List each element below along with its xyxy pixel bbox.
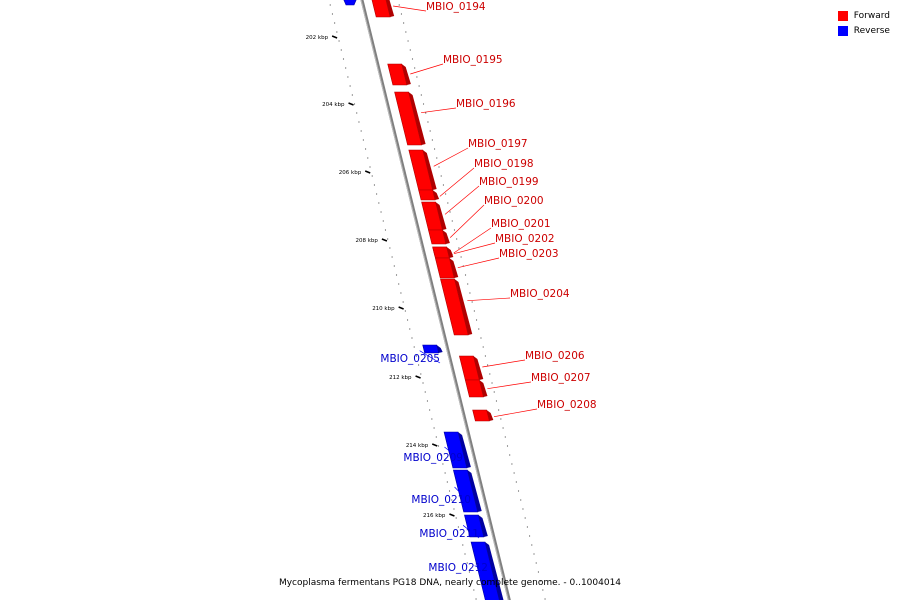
tick-dot-right	[438, 166, 439, 167]
tick-dot-left	[338, 40, 339, 41]
legend	[838, 8, 890, 38]
gene-label-mbio_0211: MBIO_0211	[419, 528, 479, 540]
gene-leader-line	[421, 108, 456, 113]
tick-dot-left	[341, 49, 342, 50]
gene-leader-line	[434, 148, 468, 166]
tick-dot-left	[363, 139, 364, 140]
gene-feature-mbio_0208	[473, 410, 490, 421]
scale-tick-label: 204 kbp	[322, 102, 345, 108]
tick-dot-left	[449, 490, 450, 491]
tick-dot-right	[449, 211, 450, 212]
tick-dot-right	[469, 292, 470, 293]
gene-label-mbio_0208: MBIO_0208	[537, 399, 597, 411]
tick-dot-left	[378, 202, 379, 203]
tick-dot-right	[476, 319, 477, 320]
tick-dot-right	[434, 148, 435, 149]
tick-dot-left	[456, 517, 457, 518]
gene-label-mbio_0194: MBIO_0194	[426, 1, 486, 13]
tick-dot-right	[502, 427, 503, 428]
tick-dot-left	[431, 418, 432, 419]
gene-label-mbio_0203: MBIO_0203	[499, 248, 559, 260]
scale-tick	[399, 307, 404, 309]
tick-dot-left	[385, 229, 386, 230]
tick-dot-right	[507, 445, 508, 446]
gene-label-mbio_0198: MBIO_0198	[474, 158, 534, 170]
gene-label-mbio_0202: MBIO_0202	[495, 233, 555, 245]
scale-tick	[332, 36, 337, 38]
tick-dot-right	[485, 355, 486, 356]
tick-dot-right	[496, 400, 497, 401]
tick-dot-right	[538, 571, 539, 572]
tick-dot-right	[474, 310, 475, 311]
tick-dot-left	[356, 112, 357, 113]
gene-label-mbio_0196: MBIO_0196	[456, 98, 516, 110]
tick-dot-left	[445, 472, 446, 473]
tick-dot-right	[531, 544, 532, 545]
legend-swatch-forward	[838, 11, 848, 21]
tick-dot-left	[347, 76, 348, 77]
gene-leader-line	[482, 360, 525, 367]
tick-dot-right	[460, 256, 461, 257]
scale-tick-label: 212 kbp	[389, 375, 412, 381]
scale-tick-label: 208 kbp	[355, 238, 378, 244]
tick-dot-right	[518, 490, 519, 491]
gene-leader-line	[393, 6, 426, 11]
tick-dot-right	[544, 598, 545, 599]
tick-dot-left	[464, 553, 465, 554]
tick-dot-right	[445, 193, 446, 194]
gene-label-mbio_0195: MBIO_0195	[443, 54, 503, 66]
tick-dot-left	[391, 256, 392, 257]
tick-dot-right	[436, 157, 437, 158]
tick-dot-left	[387, 238, 388, 239]
tick-dot-right	[522, 508, 523, 509]
tick-dot-right	[525, 517, 526, 518]
tick-dot-right	[533, 553, 534, 554]
gene-leader-line	[458, 258, 499, 268]
tick-dot-left	[475, 598, 476, 599]
tick-dot-right	[432, 139, 433, 140]
scale-tick-label: 206 kbp	[338, 170, 362, 176]
scale-tick	[449, 514, 454, 516]
tick-dot-right	[487, 364, 488, 365]
scale-tick	[432, 444, 437, 446]
tick-dot-left	[398, 283, 399, 284]
gene-label-mbio_0199: MBIO_0199	[479, 176, 539, 188]
gene-leader-line	[445, 186, 479, 214]
tick-dot-left	[332, 13, 333, 14]
tick-dot-right	[527, 526, 528, 527]
tick-dot-left	[407, 319, 408, 320]
gene-label-mbio_0204: MBIO_0204	[510, 288, 570, 300]
tick-dot-right	[516, 481, 517, 482]
tick-dot-left	[376, 193, 377, 194]
tick-dot-left	[374, 184, 375, 185]
gene-leader-line	[450, 205, 484, 238]
tick-dot-right	[441, 175, 442, 176]
tick-dot-right	[403, 22, 404, 23]
gene-label-mbio_0210: MBIO_0210	[411, 494, 471, 506]
tick-dot-right	[412, 58, 413, 59]
tick-dot-right	[423, 103, 424, 104]
genome-caption: Mycoplasma fermentans PG18 DNA, nearly complete genome. - 0..1004014	[278, 578, 622, 588]
gene-leader-line	[440, 168, 474, 196]
tick-dot-right	[447, 202, 448, 203]
tick-dot-left	[380, 211, 381, 212]
tick-dot-right	[529, 535, 530, 536]
tick-dot-right	[480, 337, 481, 338]
tick-dot-right	[456, 238, 457, 239]
tick-dot-right	[498, 409, 499, 410]
tick-dot-right	[472, 301, 473, 302]
tick-dot-left	[396, 274, 397, 275]
tick-dot-left	[436, 436, 437, 437]
tick-dot-left	[345, 67, 346, 68]
tick-dot-left	[336, 31, 337, 32]
tick-dot-right	[505, 436, 506, 437]
tick-dot-left	[420, 373, 421, 374]
legend-item-reverse	[838, 23, 890, 38]
tick-dot-left	[330, 4, 331, 5]
tick-dot-left	[354, 103, 355, 104]
tick-dot-right	[416, 76, 417, 77]
gene-feature-mbio_0198	[419, 190, 435, 200]
tick-dot-left	[429, 409, 430, 410]
tick-dot-left	[422, 382, 423, 383]
gene-leader-line	[467, 298, 510, 301]
gene-feature-mbio_0202	[433, 247, 450, 258]
gene-feature-mbio_0205	[423, 345, 439, 353]
gene-leader-line	[410, 64, 443, 74]
legend-item-forward	[838, 8, 890, 23]
tick-dot-left	[383, 220, 384, 221]
legend-label-forward: Forward	[853, 10, 890, 21]
scale-tick	[349, 103, 354, 105]
scale-tick-label: 216 kbp	[423, 513, 446, 519]
tick-dot-right	[427, 121, 428, 122]
tick-dot-left	[358, 121, 359, 122]
scale-tick	[416, 376, 421, 378]
tick-dot-right	[500, 418, 501, 419]
scale-tick-label: 214 kbp	[405, 443, 429, 449]
tick-dot-right	[536, 562, 537, 563]
gene-leader-line	[487, 382, 531, 389]
gene-label-mbio_0207: MBIO_0207	[531, 372, 591, 384]
gene-leader-line	[494, 409, 537, 417]
tick-dot-right	[511, 463, 512, 464]
tick-dot-right	[452, 220, 453, 221]
tick-dot-left	[350, 85, 351, 86]
tick-dot-right	[405, 31, 406, 32]
tick-dot-right	[467, 283, 468, 284]
tick-dot-left	[414, 346, 415, 347]
tick-dot-right	[542, 589, 543, 590]
tick-dot-left	[365, 148, 366, 149]
gene-label-mbio_0201: MBIO_0201	[491, 218, 551, 230]
tick-dot-left	[343, 58, 344, 59]
tick-dot-right	[520, 499, 521, 500]
gene-leader-line	[454, 228, 491, 253]
legend-swatch-reverse	[838, 26, 848, 36]
tick-dot-right	[443, 184, 444, 185]
tick-dot-left	[447, 481, 448, 482]
tick-dot-right	[494, 391, 495, 392]
tick-dot-left	[409, 328, 410, 329]
tick-dot-right	[399, 4, 400, 5]
tick-dot-right	[491, 382, 492, 383]
tick-dot-left	[405, 310, 406, 311]
scale-tick	[382, 239, 387, 241]
tick-dot-left	[425, 391, 426, 392]
tick-dot-right	[458, 247, 459, 248]
scale-tick-label: 202 kbp	[305, 35, 329, 41]
tick-dot-left	[352, 94, 353, 95]
tick-dot-left	[453, 508, 454, 509]
legend-label-reverse: Reverse	[853, 25, 890, 36]
tick-dot-right	[483, 346, 484, 347]
tick-dot-left	[367, 157, 368, 158]
tick-dot-left	[361, 130, 362, 131]
tick-dot-right	[514, 472, 515, 473]
gene-label-mbio_0205: MBIO_0205	[380, 353, 440, 365]
tick-dot-left	[438, 445, 439, 446]
tick-dot-right	[509, 454, 510, 455]
tick-dot-right	[419, 85, 420, 86]
tick-dot-right	[407, 40, 408, 41]
tick-dot-left	[433, 427, 434, 428]
tick-dot-left	[473, 589, 474, 590]
tick-dot-left	[462, 544, 463, 545]
tick-dot-right	[401, 13, 402, 14]
tick-dot-left	[427, 400, 428, 401]
tick-dot-right	[421, 94, 422, 95]
tick-dot-right	[410, 49, 411, 50]
tick-dot-left	[334, 22, 335, 23]
scale-tick	[365, 171, 370, 173]
tick-dot-right	[454, 229, 455, 230]
gene-label-mbio_0212: MBIO_0212	[428, 562, 488, 574]
tick-dot-right	[465, 274, 466, 275]
tick-dot-left	[372, 175, 373, 176]
scale-tick-label: 210 kbp	[372, 306, 395, 312]
gene-label-mbio_0197: MBIO_0197	[468, 138, 528, 150]
tick-dot-left	[369, 166, 370, 167]
gene-feature-partial	[343, 0, 357, 5]
tick-dot-left	[400, 292, 401, 293]
tick-dot-right	[425, 112, 426, 113]
tick-dot-left	[389, 247, 390, 248]
gene-label-mbio_0206: MBIO_0206	[525, 350, 585, 362]
tick-dot-left	[394, 265, 395, 266]
tick-dot-left	[411, 337, 412, 338]
tick-dot-right	[414, 67, 415, 68]
gene-label-mbio_0200: MBIO_0200	[484, 195, 544, 207]
tick-dot-left	[403, 301, 404, 302]
tick-dot-right	[478, 328, 479, 329]
tick-dot-right	[430, 130, 431, 131]
tick-dot-right	[489, 373, 490, 374]
gene-label-mbio_0209: MBIO_0209	[403, 452, 463, 464]
